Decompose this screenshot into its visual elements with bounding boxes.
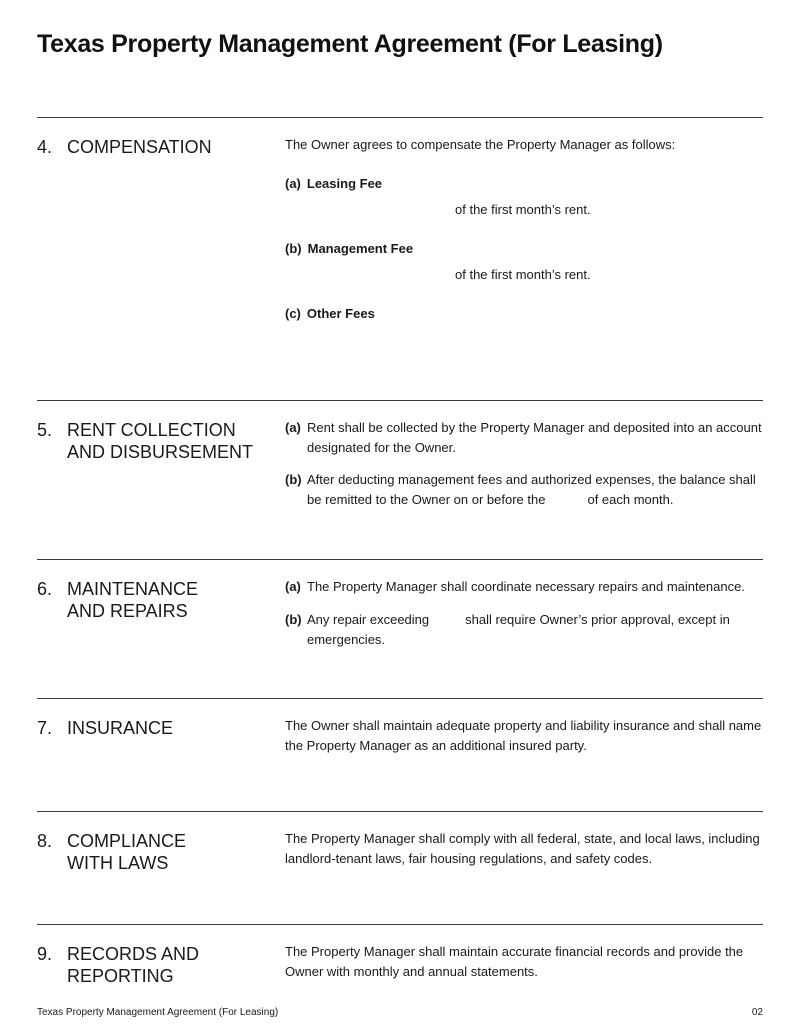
clause-text-after: shall require Owner’s prior approval, except in emergencies. [307,612,730,647]
section-number: 8. [37,831,53,851]
clause-b [285,470,765,510]
clause-text-after: of each month. [587,492,674,507]
section-heading: MAINTENANCE AND REPAIRS [67,579,199,621]
section-rent-collection [37,400,763,560]
clause-marker: (c) [285,306,301,321]
clause-a-sub: of the first month’s rent. [455,202,591,217]
clause-b [285,610,765,650]
clause-text: Rent shall be collected by the Property Manager and deposited into an account designated for the Owner. [307,420,762,455]
section-heading: COMPENSATION [67,137,212,157]
clause-marker: (a) [285,176,301,191]
clause-text-before: After deducting management fees and authorized expenses, the balance shall be remitted to the Owner on or before the [307,472,756,507]
clause-marker: (a) [285,420,301,435]
footer-title: Texas Property Management Agreement (For Leasing) [37,1007,279,1018]
section-number: 7. [37,718,53,738]
clause-c [285,304,375,324]
clause-marker: (b) [285,241,302,256]
section-number: 6. [37,579,53,599]
clause-label: Other Fees [306,306,375,321]
section-records [37,924,763,995]
clause-text-before: Any repair exceeding [307,612,430,627]
document-title: Texas Property Management Agreement (For Leasing) [37,30,663,58]
section-compliance [37,811,763,925]
clause-marker: (a) [285,579,301,594]
clause-label: Leasing Fee [306,176,383,191]
section-text: The Owner shall maintain adequate property and liability insurance and shall name the Property Manager as an additional insured party. [285,718,762,753]
section-heading: COMPLIANCE WITH LAWS [67,831,187,873]
clause-b-sub: of the first month’s rent. [455,267,591,282]
clause-text [285,470,765,510]
page-number: 02 [751,1007,763,1018]
clause-label: Management Fee [307,241,414,256]
section-number: 5. [37,420,53,440]
clause-a [285,174,382,194]
section-heading: RENT COLLECTION AND DISBURSEMENT [67,420,254,462]
section-number: 4. [37,137,53,157]
clause-text [285,610,765,650]
section-intro: The Owner agrees to compensate the Property Manager as follows: [285,137,676,152]
section-insurance [37,698,763,812]
section-number: 9. [37,944,53,964]
section-maintenance [37,559,763,699]
page-footer [37,1007,763,1018]
section-compensation [37,117,763,401]
clause-a [285,418,765,458]
clause-b [285,239,413,259]
clause-marker: (b) [285,472,302,487]
clause-marker: (b) [285,612,302,627]
section-heading: INSURANCE [67,718,174,738]
clause-a [285,577,765,597]
section-text: The Property Manager shall comply with all federal, state, and local laws, including landlord-tenant laws, fair housing regulations, and safety codes. [285,831,760,866]
clause-text: The Property Manager shall coordinate necessary repairs and maintenance. [307,579,745,594]
section-heading: RECORDS AND REPORTING [67,944,200,986]
section-text: The Property Manager shall maintain accurate financial records and provide the Owner with monthly and annual statements. [285,944,744,979]
